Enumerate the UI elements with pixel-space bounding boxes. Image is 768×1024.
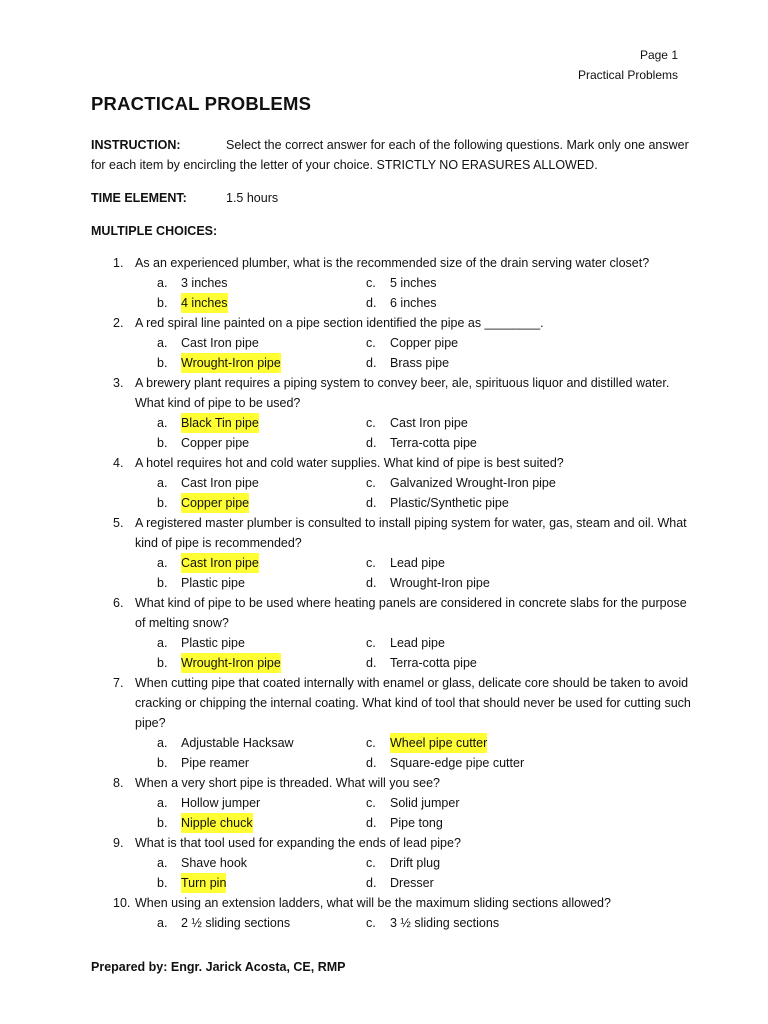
question-number: 1.	[113, 256, 124, 270]
answer-option[interactable]	[157, 433, 366, 453]
answer-options	[157, 733, 691, 773]
answer-options	[157, 553, 691, 593]
option-letter: b.	[157, 296, 168, 310]
instruction-label: INSTRUCTION:	[91, 138, 181, 152]
option-letter: c.	[366, 476, 376, 490]
instruction-block	[91, 135, 691, 175]
option-letter: d.	[366, 876, 377, 890]
answer-option[interactable]	[366, 433, 626, 453]
option-letter: c.	[366, 416, 376, 430]
answer-options	[157, 633, 691, 673]
option-letter: a.	[157, 916, 168, 930]
question-row	[91, 593, 691, 633]
question-item	[91, 253, 691, 313]
answer-option[interactable]	[366, 293, 626, 313]
answer-options	[157, 793, 691, 833]
option-letter: d.	[366, 576, 377, 590]
option-text: 3 ½ sliding sections	[390, 916, 500, 930]
answer-option[interactable]	[157, 793, 366, 813]
answer-options	[157, 853, 691, 893]
option-letter: c.	[366, 276, 376, 290]
option-letter: a.	[157, 736, 168, 750]
option-text: 2 ½ sliding sections	[181, 916, 291, 930]
answer-options	[157, 473, 691, 513]
option-letter: d.	[366, 656, 377, 670]
option-letter: b.	[157, 436, 168, 450]
option-letter: b.	[157, 816, 168, 830]
question-number: 5.	[113, 516, 124, 530]
document-title: PRACTICAL PROBLEMS	[91, 93, 312, 114]
answer-option[interactable]	[157, 553, 366, 573]
question-item	[91, 893, 691, 933]
time-label: TIME ELEMENT:	[91, 191, 187, 205]
answer-option[interactable]	[366, 653, 626, 673]
option-letter: a.	[157, 636, 168, 650]
option-text: Lead pipe	[390, 556, 445, 570]
answer-option[interactable]	[366, 913, 626, 933]
question-number: 2.	[113, 316, 124, 330]
answer-option[interactable]	[366, 553, 626, 573]
option-text: 6 inches	[390, 296, 437, 310]
question-item	[91, 453, 691, 513]
answer-option[interactable]	[157, 913, 366, 933]
answer-option[interactable]	[366, 413, 626, 433]
option-letter: b.	[157, 656, 168, 670]
question-number: 3.	[113, 376, 124, 390]
answer-option[interactable]	[366, 493, 626, 513]
question-item	[91, 773, 691, 833]
page-number: Page 1	[639, 48, 678, 62]
option-text: Drift plug	[390, 856, 441, 870]
option-letter: c.	[366, 556, 376, 570]
question-number-cell	[91, 673, 135, 733]
answer-option[interactable]	[157, 853, 366, 873]
option-text: 5 inches	[390, 276, 437, 290]
question-text: A hotel requires hot and cold water supplies. What kind of pipe is best suited?	[135, 456, 564, 470]
answer-option[interactable]	[157, 333, 366, 353]
option-text-highlighted: Black Tin pipe	[181, 413, 259, 433]
option-letter: a.	[157, 476, 168, 490]
option-text: Plastic pipe	[181, 576, 245, 590]
question-item	[91, 673, 691, 773]
question-number: 6.	[113, 596, 124, 610]
option-text-highlighted: Nipple chuck	[181, 813, 253, 833]
answer-option[interactable]	[157, 493, 366, 513]
header-subtitle: Practical Problems	[577, 68, 678, 82]
option-letter: b.	[157, 576, 168, 590]
answer-option[interactable]	[157, 813, 366, 833]
answer-options	[157, 273, 691, 313]
answer-options	[157, 333, 691, 373]
question-row	[91, 253, 691, 273]
answer-option[interactable]	[366, 813, 626, 833]
option-letter: d.	[366, 436, 377, 450]
answer-option[interactable]	[157, 573, 366, 593]
question-item	[91, 513, 691, 593]
option-letter: c.	[366, 636, 376, 650]
answer-option[interactable]	[366, 873, 626, 893]
question-item	[91, 593, 691, 673]
answer-option[interactable]	[157, 733, 366, 753]
time-value: 1.5 hours	[226, 191, 279, 205]
question-row	[91, 513, 691, 553]
option-letter: d.	[366, 816, 377, 830]
answer-option[interactable]	[157, 473, 366, 493]
answer-option[interactable]	[157, 413, 366, 433]
option-text-highlighted: Wrought-Iron pipe	[181, 653, 281, 673]
answer-option[interactable]	[157, 653, 366, 673]
option-letter: d.	[366, 356, 377, 370]
option-letter: c.	[366, 796, 376, 810]
question-list	[91, 253, 691, 933]
option-letter: a.	[157, 796, 168, 810]
question-row	[91, 893, 691, 913]
option-text: 3 inches	[181, 276, 228, 290]
option-text: Dresser	[390, 876, 434, 890]
question-text: As an experienced plumber, what is the recommended size of the drain serving water closet?	[135, 256, 650, 270]
answer-option[interactable]	[366, 753, 626, 773]
answer-option[interactable]	[366, 273, 626, 293]
answer-option[interactable]	[157, 633, 366, 653]
option-text: Cast Iron pipe	[181, 476, 259, 490]
question-number-cell	[91, 773, 135, 793]
option-letter: a.	[157, 856, 168, 870]
option-text: Pipe tong	[390, 816, 443, 830]
answer-option[interactable]	[366, 333, 626, 353]
question-text: What is that tool used for expanding the ends of lead pipe?	[135, 836, 461, 850]
question-text: What kind of pipe to be used where heating panels are considered in concrete slabs for the purpose of melting snow?	[135, 596, 687, 630]
option-text: Lead pipe	[390, 636, 445, 650]
question-item	[91, 313, 691, 373]
option-text: Adjustable Hacksaw	[181, 736, 294, 750]
question-number: 8.	[113, 776, 124, 790]
option-letter: b.	[157, 876, 168, 890]
option-letter: a.	[157, 416, 168, 430]
option-text: Plastic/Synthetic pipe	[390, 496, 509, 510]
question-number-cell	[91, 313, 135, 333]
option-letter: a.	[157, 276, 168, 290]
answer-option[interactable]	[157, 353, 366, 373]
answer-option[interactable]	[366, 853, 626, 873]
question-row	[91, 373, 691, 413]
question-item	[91, 833, 691, 893]
option-letter: c.	[366, 916, 376, 930]
option-text: Shave hook	[181, 856, 248, 870]
option-text: Wrought-Iron pipe	[390, 576, 490, 590]
option-text: Cast Iron pipe	[390, 416, 468, 430]
question-number: 10.	[113, 896, 131, 910]
answer-option[interactable]	[366, 353, 626, 373]
option-text: Galvanized Wrought-Iron pipe	[390, 476, 556, 490]
answer-option[interactable]	[157, 293, 366, 313]
question-number-cell	[91, 833, 135, 853]
question-number: 4.	[113, 456, 124, 470]
answer-options	[157, 413, 691, 453]
option-text-highlighted: Wrought-Iron pipe	[181, 353, 281, 373]
option-text: Cast Iron pipe	[181, 336, 259, 350]
option-letter: c.	[366, 736, 376, 750]
question-text: When a very short pipe is threaded. What will you see?	[135, 776, 441, 790]
option-letter: b.	[157, 756, 168, 770]
option-text: Terra-cotta pipe	[390, 656, 477, 670]
answer-option[interactable]	[366, 733, 626, 753]
question-number-cell	[91, 513, 135, 553]
question-text: A registered master plumber is consulted to install piping system for water, gas, steam and oil. What kind of pipe is recommended?	[135, 516, 687, 550]
question-text: When using an extension ladders, what will be the maximum sliding sections allowed?	[135, 896, 611, 910]
question-number-cell	[91, 893, 135, 913]
page-header	[578, 45, 678, 85]
section-label: MULTIPLE CHOICES:	[91, 224, 218, 238]
question-number-cell	[91, 373, 135, 413]
answer-options	[157, 913, 691, 933]
question-text: When cutting pipe that coated internally with enamel or glass, delicate core should be taken to avoid cracking or chipping the internal coating. What kind of tool that should never be used for cutting such pipe?	[135, 676, 691, 730]
time-element	[91, 188, 278, 208]
question-text: A brewery plant requires a piping system to convey beer, ale, spirituous liquor and distilled water. What kind of pipe to be used?	[135, 376, 670, 410]
question-number-cell	[91, 453, 135, 473]
question-row	[91, 773, 691, 793]
answer-option[interactable]	[157, 873, 366, 893]
question-row	[91, 313, 691, 333]
option-text-highlighted: Cast Iron pipe	[181, 553, 259, 573]
question-text: A red spiral line painted on a pipe section identified the pipe as ________.	[135, 316, 544, 330]
question-number: 9.	[113, 836, 124, 850]
option-text: Copper pipe	[181, 436, 250, 450]
option-letter: b.	[157, 496, 168, 510]
answer-option[interactable]	[366, 573, 626, 593]
option-letter: a.	[157, 336, 168, 350]
option-text: Terra-cotta pipe	[390, 436, 477, 450]
option-letter: d.	[366, 756, 377, 770]
answer-option[interactable]	[366, 473, 626, 493]
option-text: Plastic pipe	[181, 636, 245, 650]
option-text: Pipe reamer	[181, 756, 250, 770]
answer-option[interactable]	[366, 633, 626, 653]
option-letter: c.	[366, 336, 376, 350]
option-text: Hollow jumper	[181, 796, 261, 810]
option-letter: d.	[366, 496, 377, 510]
question-number-cell	[91, 593, 135, 633]
option-text-highlighted: Copper pipe	[181, 493, 249, 513]
answer-option[interactable]	[157, 753, 366, 773]
option-letter: b.	[157, 356, 168, 370]
footer-prepared-by: Prepared by: Engr. Jarick Acosta, CE, RMP	[91, 960, 346, 974]
option-text: Copper pipe	[390, 336, 459, 350]
answer-option[interactable]	[157, 273, 366, 293]
option-letter: a.	[157, 556, 168, 570]
answer-option[interactable]	[366, 793, 626, 813]
question-number-cell	[91, 253, 135, 273]
question-number: 7.	[113, 676, 124, 690]
option-text: Solid jumper	[390, 796, 460, 810]
question-row	[91, 673, 691, 733]
option-letter: d.	[366, 296, 377, 310]
question-row	[91, 453, 691, 473]
option-text-highlighted: 4 inches	[181, 293, 228, 313]
option-text-highlighted: Turn pin	[181, 873, 226, 893]
option-text: Square-edge pipe cutter	[390, 756, 525, 770]
question-item	[91, 373, 691, 453]
option-text-highlighted: Wheel pipe cutter	[390, 733, 487, 753]
option-letter: c.	[366, 856, 376, 870]
question-row	[91, 833, 691, 853]
instruction-text: Select the correct answer for each of the following questions. Mark only one answer for each item by encircling the letter of your choice. STRICTLY NO ERASURES ALLOWED.	[91, 138, 689, 172]
option-text: Brass pipe	[390, 356, 450, 370]
